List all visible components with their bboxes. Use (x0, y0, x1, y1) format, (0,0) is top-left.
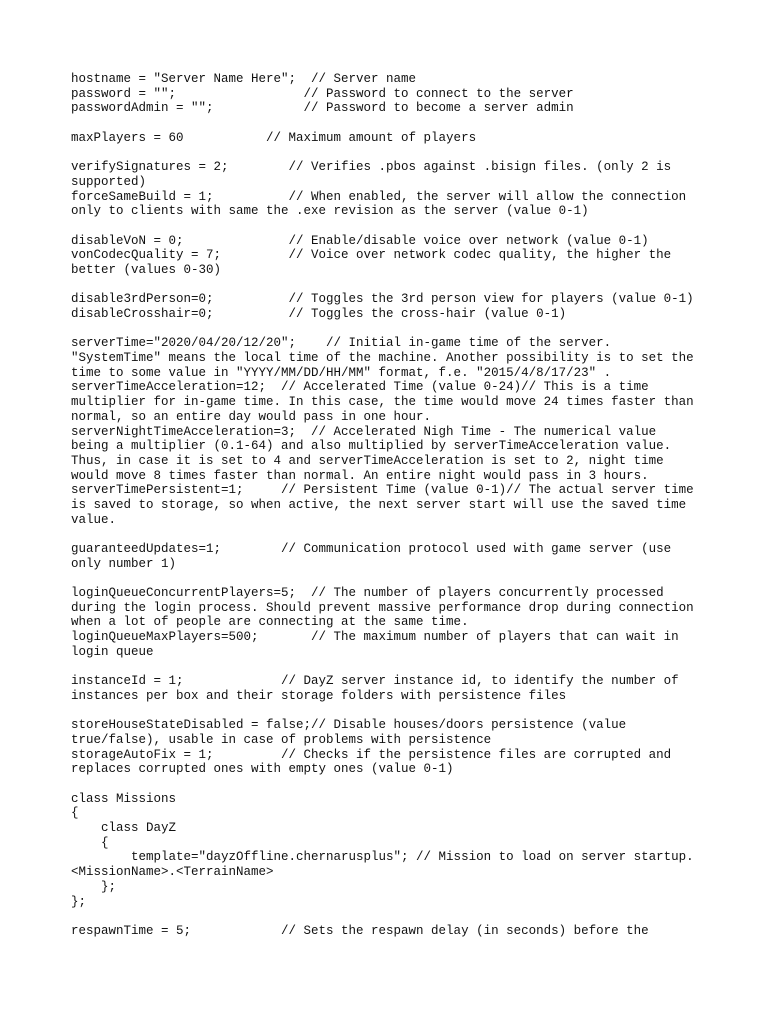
text-line: vonCodecQuality = 7; // Voice over network codec quality, the higher the (71, 248, 672, 263)
config-text (71, 72, 708, 939)
text-line: disableCrosshair=0; // Toggles the cross-hair (value 0-1) (71, 307, 567, 321)
text-line: disable3rdPerson=0; // Toggles the 3rd person view for players (value 0-1) (71, 292, 694, 307)
text-line: loginQueueMaxPlayers=500; // The maximum number of players that can wait in (71, 630, 679, 645)
text-line: verifySignatures = 2; // Verifies .pbos against .bisign files. (only 2 is (71, 160, 672, 175)
text-line: time to some value in "YYYY/MM/DD/HH/MM" format, f.e. "2015/4/8/17/23" . (71, 365, 612, 380)
blank-line (71, 660, 708, 675)
text-line: forceSameBuild = 1; // When enabled, the server will allow the connection (71, 189, 687, 204)
blank-line (71, 704, 708, 719)
text-line: <MissionName>.<TerrainName> (71, 865, 274, 880)
text-line: is saved to storage, so when active, the next server start will use the saved time (71, 497, 687, 512)
text-line: value. (71, 512, 117, 527)
text-line: supported) (71, 174, 147, 189)
text-line: serverNightTimeAcceleration=3; // Accelerated Nigh Time - The numerical value (71, 424, 657, 439)
text-line: passwordAdmin = ""; // Password to become a server admin (71, 101, 574, 116)
text-line: only number 1) (71, 556, 177, 571)
text-line: guaranteedUpdates=1; // Communication protocol used with game server (use (71, 542, 672, 556)
text-line: replaces corrupted ones with empty ones (value 0-1) (71, 762, 454, 777)
text-line: normal, so an entire day would pass in one hour. (71, 409, 432, 424)
text-line: }; (71, 894, 87, 909)
text-line: template="dayzOffline.chernarusplus"; // Mission to load on server startup. (71, 850, 694, 865)
text-line: storageAutoFix = 1; // Checks if the persistence files are corrupted and (71, 747, 672, 762)
text-line: serverTimePersistent=1; // Persistent Time (value 0-1)// The actual server time (71, 483, 694, 498)
blank-line (71, 219, 708, 234)
text-line: class Missions (71, 791, 177, 806)
text-line: being a multiplier (0.1-64) and also multiplied by serverTimeAcceleration value. (71, 439, 672, 454)
text-line: during the login process. Should prevent massive performance drop during connection (71, 600, 694, 615)
text-line: instanceId = 1; // DayZ server instance id, to identify the number of (71, 674, 679, 689)
text-line: password = ""; // Password to connect to the server (71, 86, 574, 101)
text-line: multiplier for in-game time. In this case, the time would move 24 times faster than (71, 395, 694, 410)
text-line: respawnTime = 5; // Sets the respawn delay (in seconds) before the (71, 923, 649, 938)
blank-line (71, 278, 708, 293)
blank-line (71, 571, 708, 586)
text-line: storeHouseStateDisabled = false;// Disable houses/doors persistence (value (71, 718, 627, 733)
text-line: would move 8 times faster than normal. An entire night would pass in 3 hours. (71, 468, 649, 483)
text-line: serverTimeAcceleration=12; // Accelerated Time (value 0-24)// This is a time (71, 380, 649, 395)
blank-line (71, 777, 708, 792)
text-line: Thus, in case it is set to 4 and serverTimeAcceleration is set to 2, night time (71, 453, 664, 468)
blank-line (71, 527, 708, 542)
text-line: when a lot of people are connecting at the same time. (71, 615, 469, 630)
text-line: only to clients with same the .exe revision as the server (value 0-1) (71, 204, 589, 219)
text-line: hostname = "Server Name Here"; // Server name (71, 72, 417, 86)
blank-line (71, 322, 708, 337)
text-line: login queue (71, 644, 154, 659)
text-line: "SystemTime" means the local time of the machine. Another possibility is to set the (71, 351, 694, 366)
text-line: { (71, 835, 109, 850)
blank-line (71, 116, 708, 131)
text-line: maxPlayers = 60 // Maximum amount of players (71, 130, 477, 145)
text-line: serverTime="2020/04/20/12/20"; // Initial in-game time of the server. (71, 336, 612, 351)
text-line: loginQueueConcurrentPlayers=5; // The number of players concurrently processed (71, 586, 664, 601)
blank-line (71, 145, 708, 160)
text-line: { (71, 806, 79, 821)
blank-line (71, 909, 708, 924)
text-line: class DayZ (71, 821, 177, 836)
text-line: true/false), usable in case of problems with persistence (71, 732, 492, 747)
text-line: }; (71, 879, 117, 894)
text-line: disableVoN = 0; // Enable/disable voice over network (value 0-1) (71, 233, 649, 248)
text-line: instances per box and their storage folders with persistence files (71, 688, 567, 703)
text-line: better (values 0-30) (71, 262, 222, 277)
